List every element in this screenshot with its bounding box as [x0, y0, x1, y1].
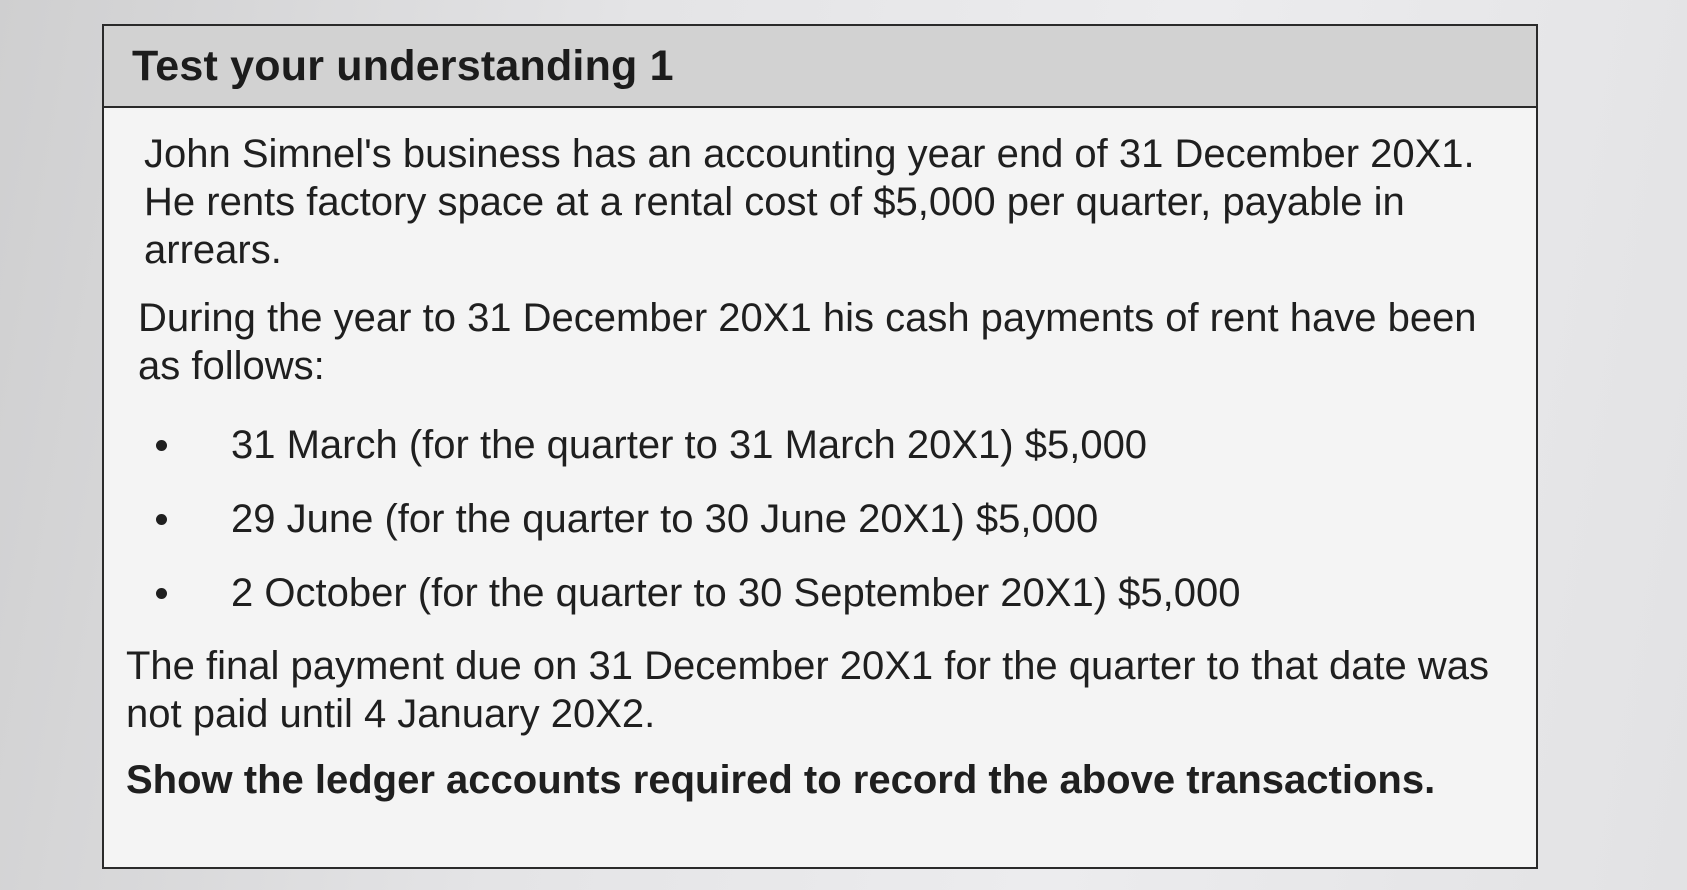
payment-text: 31 March (for the quarter to 31 March 20X1) $5,000	[231, 423, 1148, 467]
payments-list	[126, 408, 1496, 630]
bullet-icon	[156, 514, 167, 525]
list-item	[126, 408, 1496, 482]
final-payment-paragraph: The final payment due on 31 December 20X1 for the quarter to that date was not paid until 4 January 20X2.	[126, 644, 1490, 736]
exercise-card	[102, 24, 1538, 869]
bullet-icon	[156, 588, 167, 599]
bullet-icon	[156, 440, 167, 451]
list-item	[126, 482, 1496, 556]
payment-text: 29 June (for the quarter to 30 June 20X1) $5,000	[231, 497, 1099, 541]
list-item	[126, 556, 1496, 630]
intro-paragraph: John Simnel's business has an accounting year end of 31 December 20X1. He rents factory space at a rental cost of $5,000 per quarter, payable in arrears.	[144, 132, 1475, 272]
instruction-text: Show the ledger accounts required to record the above transactions.	[126, 758, 1436, 802]
card-body	[104, 108, 1536, 804]
payment-text: 2 October (for the quarter to 30 September 20X1) $5,000	[231, 571, 1241, 615]
payments-intro-paragraph: During the year to 31 December 20X1 his cash payments of rent have been as follows:	[138, 296, 1477, 388]
card-title: Test your understanding 1	[132, 41, 674, 90]
card-header	[104, 26, 1536, 108]
